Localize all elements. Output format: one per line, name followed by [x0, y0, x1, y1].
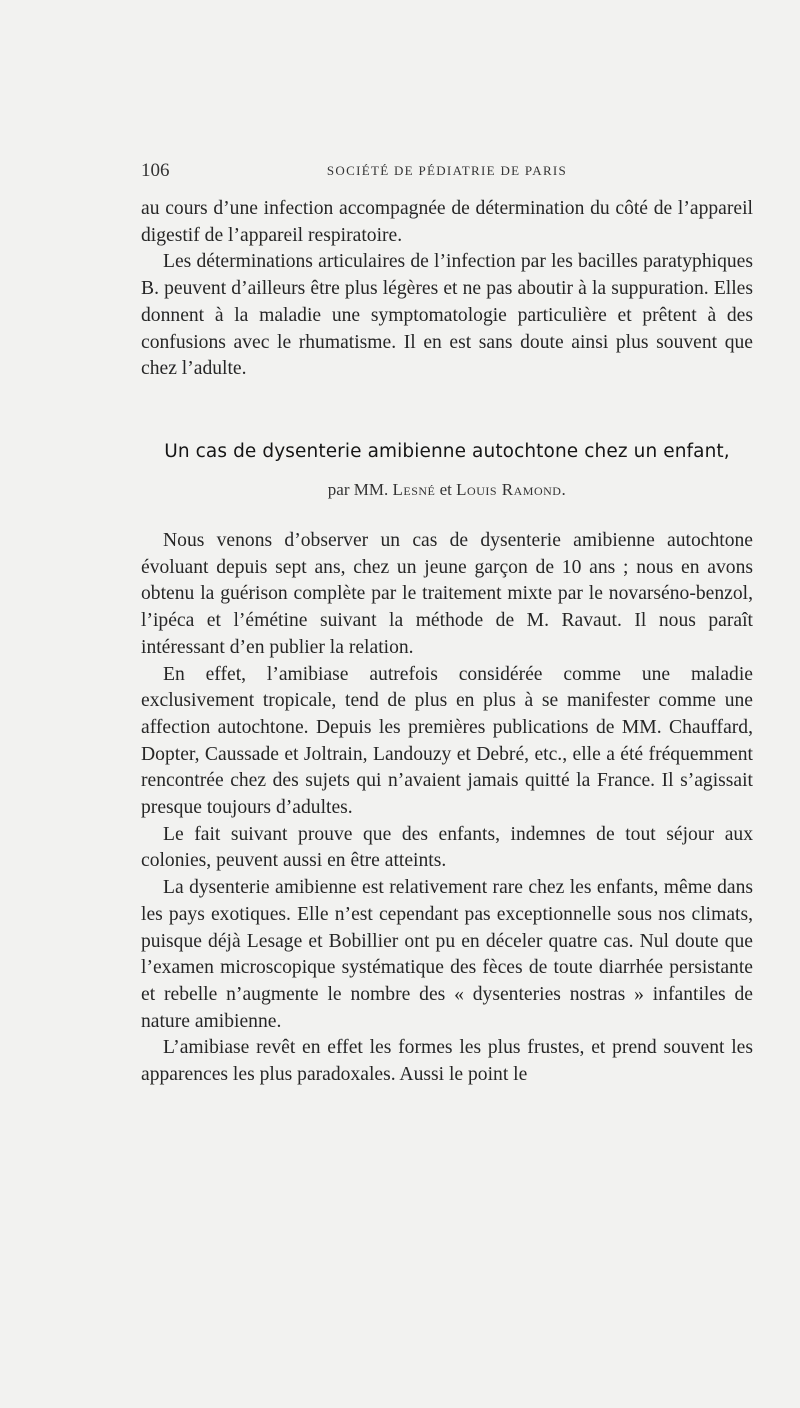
author-lesne: Lesné: [392, 480, 436, 499]
article-paragraph-5: L’amibiase revêt en effet les formes les plus frustes, et prend souvent les apparences les plus paradoxales. Aussi le point le: [141, 1037, 753, 1086]
running-title: SOCIÉTÉ DE PÉDIATRIE DE PARIS: [326, 163, 568, 178]
article-paragraph-1: Nous venons d’observer un cas de dysenterie amibienne autochtone évoluant depuis sept ans, chez un jeune garçon de 10 ans ; nous en avons obtenu la guérison complète par le traitement mixte par le novarséno-benzol, l’ipéca et l’émétine suivant la méthode de M. Ravaut. Il nous paraît intéressant d’en publier la relation.: [141, 530, 753, 658]
byline-and: et: [439, 480, 452, 499]
intro-text: [141, 196, 753, 383]
intro-paragraph-1: au cours d’une infection accompagnée de détermination du côté de l’appareil digestif de l’appareil respiratoire.: [141, 198, 753, 246]
author-ramond: Louis Ramond.: [456, 480, 567, 499]
article-paragraph-4: La dysenterie amibienne est relativement rare chez les enfants, même dans les pays exotiques. Elle n’est cependant pas exceptionnelle sous nos climats, puisque déjà Lesage et Bobillier ont pu en déceler quatre cas. Nul doute que l’examen microscopique systématique des fèces de toute diarrhée persistante et rebelle n’augmente le nombre des « dysenteries nostras » infantiles de nature amibienne.: [141, 877, 753, 1032]
article-byline: [141, 480, 753, 500]
article-paragraph-3: Le fait suivant prouve que des enfants, indemnes de tout séjour aux colonies, peuvent aussi en être atteints.: [141, 823, 753, 872]
page-header: [141, 160, 753, 184]
article-paragraph-2: En effet, l’amibiase autrefois considérée comme une maladie exclusivement tropicale, tend de plus en plus à se manifester comme une affection autochtone. Depuis les premières publications de MM. Chauffard, Dopter, Caussade et Joltrain, Landouzy et Debré, etc., elle a été fréquemment rencontrée chez des sujets qui n’avaient jamais quitté la France. Il s’agissait presque toujours d’adultes.: [141, 663, 753, 819]
article-body: [141, 528, 753, 1089]
byline-prefix: par MM.: [327, 480, 389, 499]
intro-paragraph-2: Les déterminations articulaires de l’infection par les bacilles paratyphiques B. peuvent d’ailleurs être plus légères et ne pas aboutir à la suppuration. Elles donnent à la maladie une symptomatologie particulière et prêtent à des confusions avec le rhumatisme. Il en est sans doute ainsi plus souvent que chez l’adulte.: [141, 251, 753, 380]
page-number: 106: [141, 160, 170, 181]
article-title: Un cas de dysenterie amibienne autochtone chez un enfant,: [164, 441, 730, 462]
